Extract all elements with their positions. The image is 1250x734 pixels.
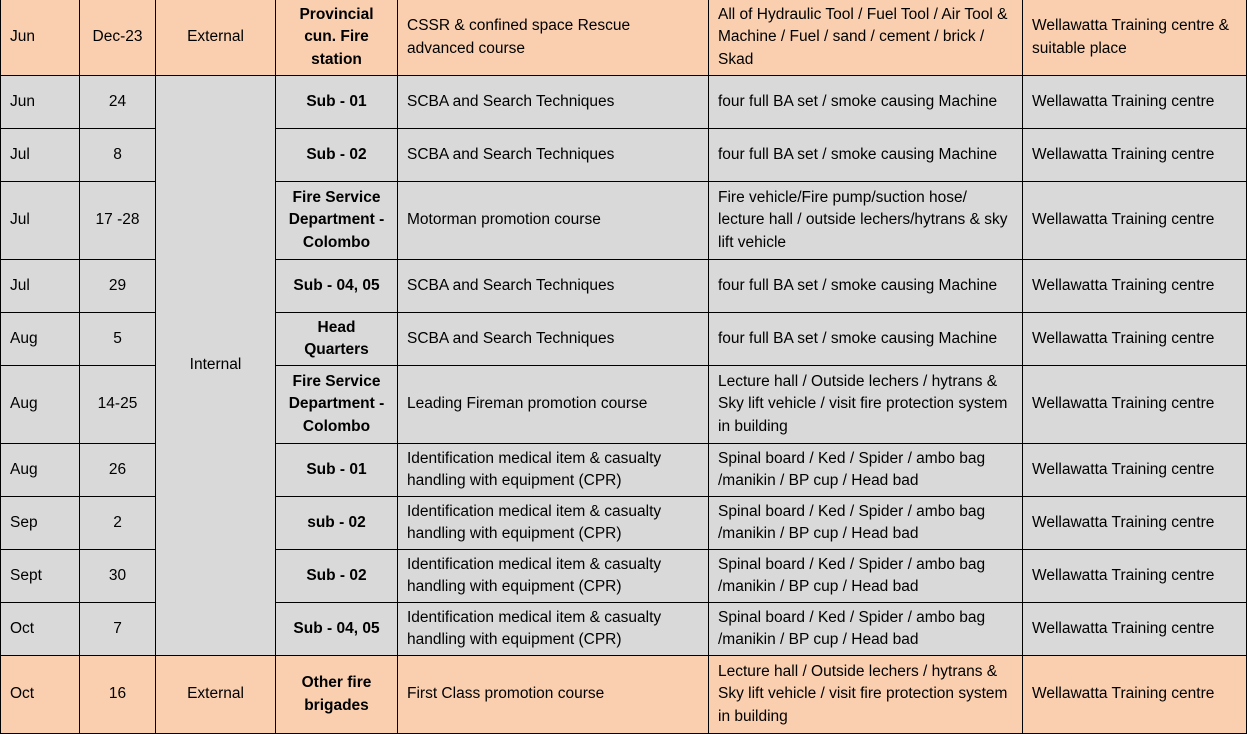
venue-cell: Wellawatta Training centre [1023,366,1247,444]
month-cell: Aug [1,313,80,366]
course-cell: Identification medical item & casualty handling with equipment (CPR) [398,444,709,497]
unit-cell: Sub - 02 [276,129,398,182]
unit-cell: Sub - 01 [276,444,398,497]
equipment-cell: Spinal board / Ked / Spider / ambo bag /manikin / BP cup / Head bad [709,444,1023,497]
type-cell: External [156,656,276,734]
unit-cell: Fire Service Department - Colombo [276,366,398,444]
venue-cell: Wellawatta Training centre [1023,129,1247,182]
equipment-cell: Spinal board / Ked / Spider / ambo bag /manikin / BP cup / Head bad [709,603,1023,656]
month-cell: Jul [1,129,80,182]
unit-cell: Sub - 04, 05 [276,603,398,656]
date-cell: 8 [80,129,156,182]
unit-cell: Sub - 01 [276,76,398,129]
month-cell: Jul [1,182,80,260]
date-cell: Dec-23 [80,0,156,76]
equipment-cell: four full BA set / smoke causing Machine [709,129,1023,182]
date-cell: 30 [80,550,156,603]
month-cell: Sept [1,550,80,603]
course-cell: SCBA and Search Techniques [398,76,709,129]
unit-cell: Sub - 02 [276,550,398,603]
venue-cell: Wellawatta Training centre [1023,603,1247,656]
month-cell: Jun [1,0,80,76]
unit-cell: Sub - 04, 05 [276,260,398,313]
date-cell: 7 [80,603,156,656]
venue-cell: Wellawatta Training centre [1023,497,1247,550]
course-cell: Identification medical item & casualty handling with equipment (CPR) [398,497,709,550]
month-cell: Jun [1,76,80,129]
venue-cell: Wellawatta Training centre [1023,76,1247,129]
venue-cell: Wellawatta Training centre [1023,260,1247,313]
course-cell: Motorman promotion course [398,182,709,260]
date-cell: 17 -28 [80,182,156,260]
course-cell: CSSR & confined space Rescue advanced course [398,0,709,76]
date-cell: 26 [80,444,156,497]
month-cell: Oct [1,656,80,734]
month-cell: Sep [1,497,80,550]
month-cell: Aug [1,444,80,497]
table-row [1,76,1247,129]
equipment-cell: four full BA set / smoke causing Machine [709,313,1023,366]
date-cell: 16 [80,656,156,734]
venue-cell: Wellawatta Training centre [1023,313,1247,366]
equipment-cell: Spinal board / Ked / Spider / ambo bag /manikin / BP cup / Head bad [709,497,1023,550]
unit-cell: Fire Service Department - Colombo [276,182,398,260]
equipment-cell: Lecture hall / Outside lechers / hytrans & Sky lift vehicle / visit fire protection system in building [709,656,1023,734]
unit-cell: Head Quarters [276,313,398,366]
month-cell: Oct [1,603,80,656]
course-cell: First Class promotion course [398,656,709,734]
date-cell: 29 [80,260,156,313]
table-row [1,656,1247,734]
equipment-cell: Lecture hall / Outside lechers / hytrans & Sky lift vehicle / visit fire protection system in building [709,366,1023,444]
course-cell: Identification medical item & casualty handling with equipment (CPR) [398,603,709,656]
venue-cell: Wellawatta Training centre [1023,656,1247,734]
date-cell: 5 [80,313,156,366]
course-cell: Leading Fireman promotion course [398,366,709,444]
month-cell: Aug [1,366,80,444]
unit-cell: Provincial cun. Fire station [276,0,398,76]
course-cell: Identification medical item & casualty handling with equipment (CPR) [398,550,709,603]
unit-cell: sub - 02 [276,497,398,550]
equipment-cell: All of Hydraulic Tool / Fuel Tool / Air Tool & Machine / Fuel / sand / cement / brick / Skad [709,0,1023,76]
unit-cell: Other fire brigades [276,656,398,734]
equipment-cell: four full BA set / smoke causing Machine [709,76,1023,129]
type-cell-merged: Internal [156,76,276,656]
venue-cell: Wellawatta Training centre [1023,444,1247,497]
venue-cell: Wellawatta Training centre [1023,550,1247,603]
date-cell: 14-25 [80,366,156,444]
venue-cell: Wellawatta Training centre [1023,182,1247,260]
month-cell: Jul [1,260,80,313]
course-cell: SCBA and Search Techniques [398,260,709,313]
equipment-cell: four full BA set / smoke causing Machine [709,260,1023,313]
type-cell: External [156,0,276,76]
table-row [1,0,1247,76]
equipment-cell: Fire vehicle/Fire pump/suction hose/ lecture hall / outside lechers/hytrans & sky lift vehicle [709,182,1023,260]
course-cell: SCBA and Search Techniques [398,129,709,182]
date-cell: 2 [80,497,156,550]
course-cell: SCBA and Search Techniques [398,313,709,366]
date-cell: 24 [80,76,156,129]
equipment-cell: Spinal board / Ked / Spider / ambo bag /manikin / BP cup / Head bad [709,550,1023,603]
venue-cell: Wellawatta Training centre & suitable place [1023,0,1247,76]
